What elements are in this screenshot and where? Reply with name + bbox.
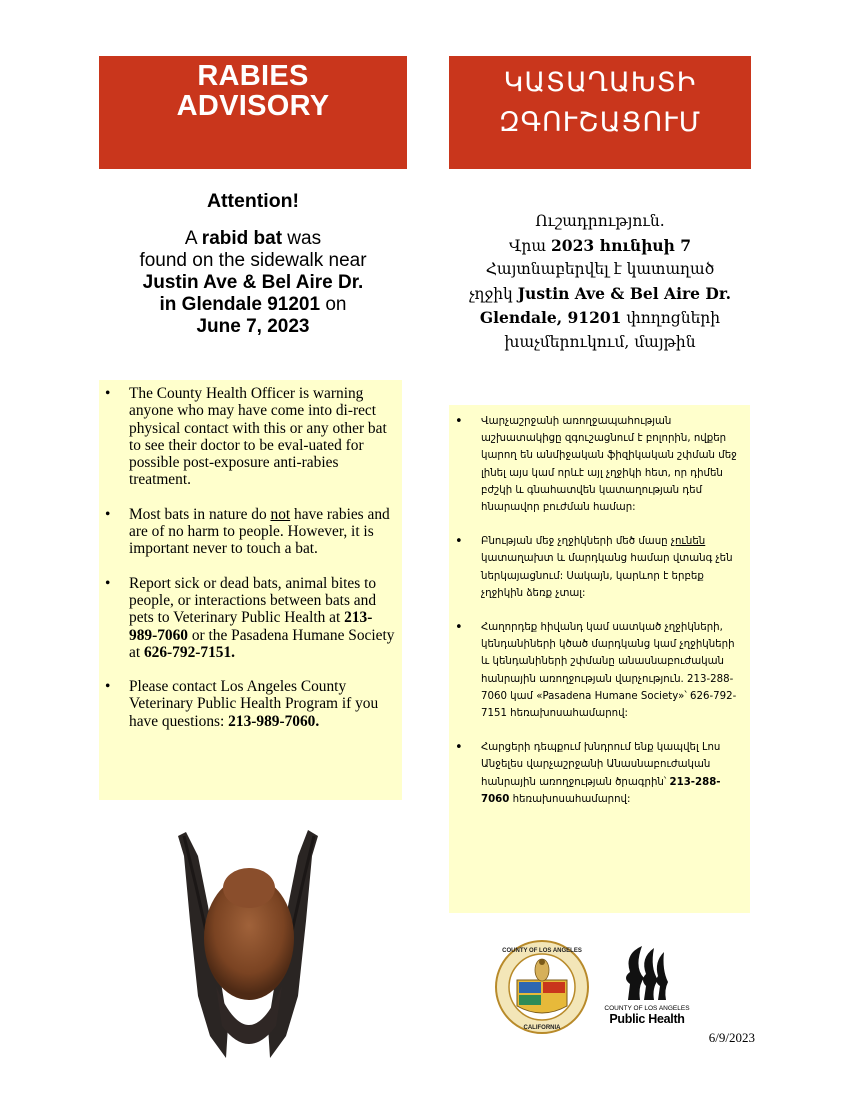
bullet-icon: • [105, 505, 111, 523]
public-health-label: Public Health [609, 1012, 685, 1026]
lead-line-1 [99, 228, 407, 250]
banner-title-hy-line-2: ԶԳՈՒՇԱՑՈՒՄ [498, 107, 702, 138]
banner-title-line-2: ADVISORY [176, 90, 330, 122]
bullet-text: Հարցերի դեպքում խնդրում ենք կապվել Լոս Անջելես վարչաշրջանի Անասնաբուժական հանրային առողջության ծրագրին՝ [481, 742, 721, 788]
bullet-text: Please contact Los Angeles County Veterinary Public Health Program if you have questions: [129, 678, 379, 730]
list-item [105, 678, 396, 730]
lead-hy-line-3: Հայտնաբերվել է կատաղած [485, 260, 715, 278]
bullet-icon: • [105, 385, 111, 402]
bullet-icon: • [105, 574, 111, 592]
bullet-text: have rabies and are of no harm to people. However, it is important never to touch a bat. [129, 505, 390, 558]
date-bold: 2023 հունիսի 7 [551, 235, 692, 255]
document-date: 6/9/2023 [708, 1030, 755, 1045]
city-bold: in Glendale 91201 [159, 294, 321, 315]
list-item [105, 385, 396, 489]
phone-number[interactable]: 213-989-7060 [129, 609, 373, 644]
city-bold: Glendale, 91201 [479, 308, 622, 327]
armenian-info-box [449, 405, 750, 913]
lead-text: A [184, 228, 202, 249]
lead-hy-line-1: Ուշադրություն. [535, 212, 665, 230]
banner-title-hy-line-1: ԿԱՏԱՂԱԽՏԻ [503, 67, 697, 98]
lead-bold: rabid bat [201, 228, 283, 249]
list-item [455, 619, 740, 722]
armenian-lead [449, 210, 751, 354]
english-info-box [99, 380, 402, 800]
lead-line-3 [99, 272, 407, 294]
location-bold: Justin Ave & Bel Aire Dr. [517, 283, 731, 303]
phone-number[interactable]: 213-288-7060 [481, 776, 721, 805]
bullet-text: The County Health Officer is warning anyone who may have come into di-rect physical contact with this or any other bat to see their doctor to be eval-uated for possible post-exposure anti-rabies treatment. [129, 385, 387, 489]
english-bullet-list [99, 380, 402, 730]
armenian-bullet-list [449, 405, 750, 808]
lead-text: Վրա [508, 236, 551, 255]
location-bold: Justin Ave & Bel Aire Dr. [142, 272, 364, 293]
bullet-icon: • [455, 740, 463, 756]
list-item [455, 413, 740, 516]
bat-photo [168, 826, 330, 1064]
bullet-text: Report sick or dead bats, animal bites to people, or interactions between bats and pets to Veterinary Public Health at [129, 574, 377, 627]
emphasis-text: not [270, 505, 291, 523]
public-health-county-label: COUNTY OF LOS ANGELES [604, 1005, 690, 1012]
lead-hy-line-4 [449, 282, 751, 307]
lead-text: on [320, 294, 347, 315]
lead-hy-line-6: խաչմերուկում, մայթին [504, 332, 696, 351]
list-item [105, 574, 396, 661]
bullet-text: Վարչաշրջանի առողջապահության աշխատակիցը զգուշացնում է բոլորին, ովքեր կարող են անմիջական ֆիզիկական շփման մեջ լինել այս կամ որևէ այլ չղջիկի հետ, որ դիմեն բժշկի և գնահատվեն կատաղության դեմ հնարավոր բուժման համար: [481, 416, 737, 514]
bullet-text: կատաղախտ և մարդկանց համար վտանգ չեն ներկայացնում: Սակայն, կարևոր է երբեք չղջիկին ձեռք չտալ: [481, 553, 733, 599]
list-item [105, 505, 396, 558]
armenian-advisory-banner [449, 56, 751, 169]
lead-hy-line-2 [449, 234, 751, 259]
seal-bottom-text: CALIFORNIA [523, 1025, 561, 1031]
bullet-text: Most bats in nature do [129, 505, 271, 523]
rabies-advisory-banner [99, 56, 407, 169]
lead-line-5 [99, 316, 407, 338]
bullet-icon: • [455, 620, 463, 636]
lead-text: փողոցների [621, 309, 721, 327]
date-bold: June 7, 2023 [196, 316, 310, 337]
english-lead [99, 190, 407, 338]
list-item [455, 533, 740, 602]
bullet-icon: • [105, 678, 111, 696]
attention-heading: Attention! [206, 190, 300, 212]
bullet-text: Բնության մեջ չղջիկների մեծ մասը [481, 536, 671, 548]
lead-hy-line-5 [449, 306, 751, 331]
phone-number[interactable]: 213-989-7060. [228, 712, 320, 730]
lead-line-2: found on the sidewalk near [139, 250, 367, 271]
lead-text: չղջիկ [469, 284, 518, 303]
county-seal-logo [495, 940, 589, 1034]
bullet-icon: • [455, 414, 463, 429]
seal-top-text: COUNTY OF LOS ANGELES [502, 948, 582, 954]
emphasis-text: չունեն [670, 536, 706, 548]
lead-line-4 [99, 294, 407, 316]
bullet-text: հեռախոսահամարով: [509, 793, 631, 805]
bullet-text: Հաղորդեք հիվանդ կամ սատկած չղջիկների, կենդանիների կծած մարդկանց կամ չղջիկների և կենդանիների շփմանը անասնաբուժական հանրային առողջության վարչություն. 213-288-7060 կամ «Pasadena Humane Society»՝ 626-792-7151 հեռախոսահամարով: [481, 622, 737, 720]
list-item [455, 739, 740, 808]
bullet-icon: • [455, 534, 463, 550]
lead-text: was [282, 228, 322, 249]
bullet-text: or the Pasadena Humane Society at [129, 626, 395, 661]
phone-number[interactable]: 626-792-7151. [143, 643, 236, 661]
banner-title-line-1: RABIES [197, 60, 309, 92]
